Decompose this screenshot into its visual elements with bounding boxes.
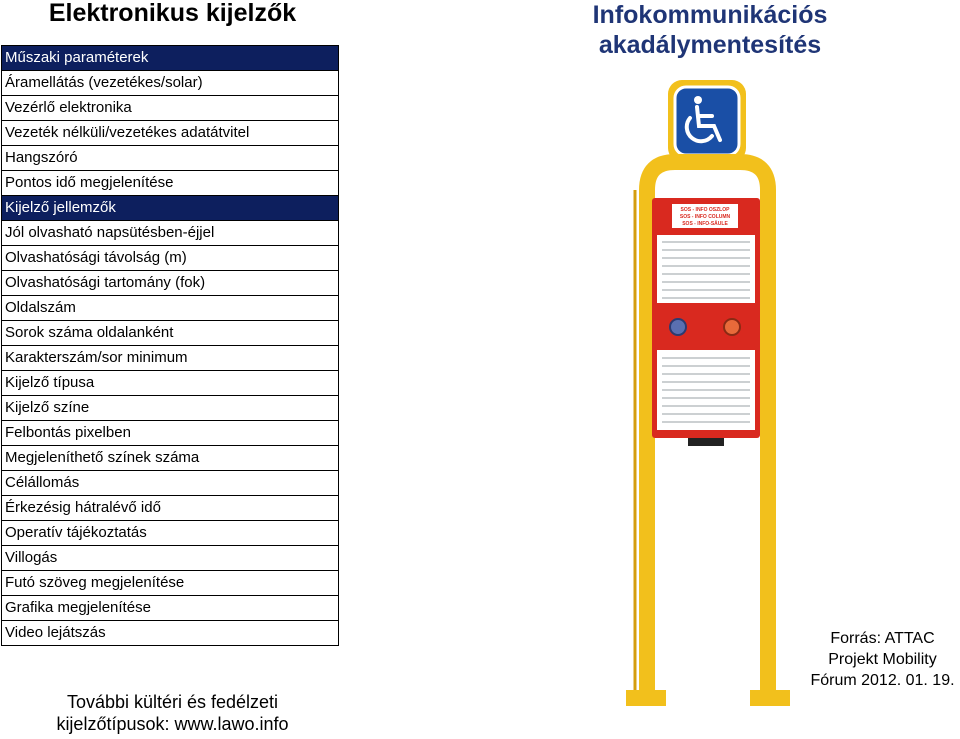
parameter-label: Érkezésig hátralévő idő — [2, 496, 339, 521]
parameter-row — [2, 296, 339, 321]
section-header-row — [2, 196, 339, 221]
wheelchair-sign — [668, 80, 746, 162]
parameter-row — [2, 421, 339, 446]
parameter-row — [2, 471, 339, 496]
parameter-label: Futó szöveg megjelenítése — [2, 571, 339, 596]
footer-line-1: További kültéri és fedélzeti — [66, 692, 279, 712]
section-header-row — [2, 46, 339, 71]
parameter-label: Pontos idő megjelenítése — [2, 171, 339, 196]
parameter-label: Oldalszám — [2, 296, 339, 321]
parameter-row — [2, 371, 339, 396]
parameter-table — [1, 45, 339, 646]
parameter-label: Vezérlő elektronika — [2, 96, 339, 121]
left-title: Elektronikus kijelzők — [48, 0, 297, 27]
sos-red-panel — [652, 198, 760, 446]
parameter-row — [2, 96, 339, 121]
parameter-label: Kijelző típusa — [2, 371, 339, 396]
red-call-button — [724, 319, 740, 335]
source-line-3: Fórum 2012. 01. 19. — [810, 672, 955, 689]
parameter-row — [2, 546, 339, 571]
parameter-row — [2, 221, 339, 246]
right-title-line-2: akadálymentesítés — [598, 31, 822, 59]
parameter-label: Video lejátszás — [2, 621, 339, 646]
section-header-label: Műszaki paraméterek — [2, 46, 339, 71]
parameter-row — [2, 521, 339, 546]
parameter-row — [2, 121, 339, 146]
parameter-label: Villogás — [2, 546, 339, 571]
parameter-row — [2, 571, 339, 596]
parameter-label: Jól olvasható napsütésben-éjjel — [2, 221, 339, 246]
parameter-label: Célállomás — [2, 471, 339, 496]
parameter-row — [2, 396, 339, 421]
panel-line-3: SOS - INFO-SÄULE — [682, 221, 728, 227]
parameter-label: Olvashatósági tartomány (fok) — [2, 271, 339, 296]
parameter-row — [2, 171, 339, 196]
right-title — [560, 0, 860, 60]
source-line-1: Forrás: ATTAC — [830, 630, 935, 647]
section-header-label: Kijelző jellemzők — [2, 196, 339, 221]
parameter-row — [2, 246, 339, 271]
parameter-label: Kijelző színe — [2, 396, 339, 421]
parameter-label: Operatív tájékoztatás — [2, 521, 339, 546]
parameter-label: Sorok száma oldalanként — [2, 321, 339, 346]
panel-line-2: SOS - INFO COLUMN — [679, 214, 731, 220]
image-source — [800, 628, 960, 691]
parameter-label: Karakterszám/sor minimum — [2, 346, 339, 371]
parameter-row — [2, 71, 339, 96]
parameter-label: Megjeleníthető színek száma — [2, 446, 339, 471]
parameter-label: Grafika megjelenítése — [2, 596, 339, 621]
parameter-label: Olvashatósági távolság (m) — [2, 246, 339, 271]
parameter-row — [2, 596, 339, 621]
parameter-row — [2, 621, 339, 646]
blue-call-button — [670, 319, 686, 335]
parameter-label: Felbontás pixelben — [2, 421, 339, 446]
parameter-label: Hangszóró — [2, 146, 339, 171]
parameter-row — [2, 271, 339, 296]
parameter-label: Áramellátás (vezetékes/solar) — [2, 71, 339, 96]
right-title-line-1: Infokommunikációs — [592, 1, 828, 29]
parameter-row — [2, 346, 339, 371]
parameter-row — [2, 496, 339, 521]
footer-line-2: kijelzőtípusok: www.lawo.info — [56, 714, 289, 734]
parameter-row — [2, 146, 339, 171]
sos-info-column-photo — [600, 70, 800, 739]
source-line-2: Projekt Mobility — [828, 651, 937, 668]
more-display-types-note — [0, 691, 345, 735]
parameter-row — [2, 446, 339, 471]
panel-line-1: SOS - INFO OSZLOP — [680, 207, 730, 213]
parameter-row — [2, 321, 339, 346]
parameter-label: Vezeték nélküli/vezetékes adatátvitel — [2, 121, 339, 146]
